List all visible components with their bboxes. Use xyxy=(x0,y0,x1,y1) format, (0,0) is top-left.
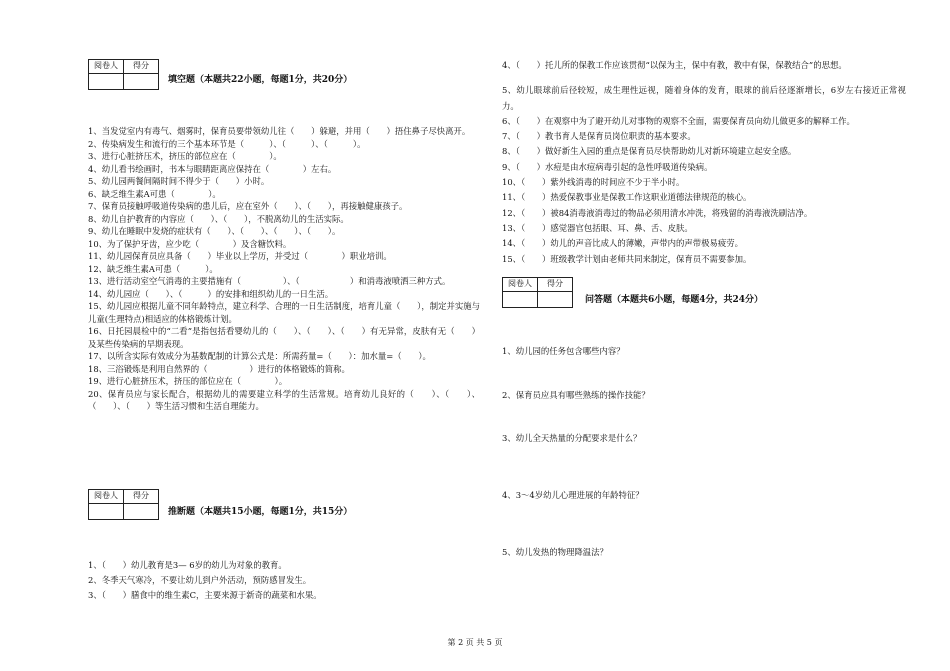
judge-question: 5、幼儿眼球前后径较短，成生理性远视，随着身体的发育，眼球的前后径逐渐增长，6岁左右接近正常视力。 xyxy=(502,85,906,111)
fill-question: 19、进行心脏挤压术，挤压的部位应在（ ）。 xyxy=(88,376,288,386)
judge-question: 3、（ ）膳食中的维生素C，主要来源于新奇的蔬菜和水果。 xyxy=(88,590,322,600)
judge-question: 8、（ ）做好新生入园的重点是保育员尽快帮助幼儿对新环境建立起安全感。 xyxy=(502,146,797,157)
fill-questions xyxy=(88,125,480,413)
fill-question: 17、以所含实际有效成分为基数配制的计算公式是：所需药量=（ ）：加水量=（ ）。 xyxy=(88,351,431,361)
reviewer-cell[interactable] xyxy=(89,73,124,89)
score-label: 得分 xyxy=(124,60,159,74)
judge-question: 7、（ ）教书育人是保育员岗位职责的基本要求。 xyxy=(502,131,696,142)
fill-question: 10、为了保护牙齿，应少吃（ ）及含糖饮料。 xyxy=(88,238,292,249)
page-number: 第 2 页 共 5 页 xyxy=(447,638,503,647)
judge-questions-right xyxy=(502,58,906,267)
fill-section-title: 填空题（本题共22小题，每题1分，共20分） xyxy=(168,75,353,85)
fill-question: 15、幼儿园应根据儿童不同年龄特点，建立科学、合理的一日生活制度，培育儿童（ ），制定并实施与儿童(生理特点)相适应的体格锻炼计划。 xyxy=(88,301,480,324)
judge-question: 1、（ ）幼儿教育是3— 6岁的幼儿为对象的教育。 xyxy=(88,560,287,570)
qa-question: 1、幼儿园的任务包含哪些内容？ xyxy=(502,346,625,356)
judge-question: 14、（ ）幼儿的声音比成人的薄嫩，声带内的声带极易疲劳。 xyxy=(502,238,743,249)
fill-question: 9、幼儿在睡眠中发烧的症状有（ ）、（ ）、（ ）、（ ）。 xyxy=(88,226,341,236)
judge-question: 4、（ ）托儿所的保教工作应该贯彻“以保为主，保中有教，教中有保，保教结合”的思想。 xyxy=(502,60,847,70)
fill-question: 16、日托园晨检中的“二看”是指包括看婴幼儿的（ ）、（ ）、（ ）有无异常，皮肤有无（ ）及某些传染病的早期表现。 xyxy=(88,326,480,349)
reviewer-label: 阅卷人 xyxy=(89,490,124,504)
score-box-fill xyxy=(88,59,159,90)
judge-questions-left xyxy=(88,558,480,603)
fill-question: 11、幼儿园保育员应具备（ ）毕业以上学历，并受过（ ）职业培训。 xyxy=(88,251,392,261)
qa-question: 4、3～4岁幼儿心理进展的年龄特征？ xyxy=(502,490,644,500)
score-box-qa xyxy=(502,277,573,308)
judge-question: 12、（ ）被84消毒液消毒过的物品必须用清水冲洗，将残留的消毒液洗刷洁净。 xyxy=(502,207,813,218)
fill-question: 12、缺乏维生素A可患（ ）。 xyxy=(88,263,218,274)
fill-question: 1、当发觉室内有毒气、烟雾时，保育员要带领幼儿往（ ）躲避，并用（ ）捂住鼻子尽快离开。 xyxy=(88,126,471,136)
judge-question: 2、冬季天气寒冷，不要让幼儿到户外活动，预防感冒发生。 xyxy=(88,575,312,585)
fill-question: 13、进行活动室空气消毒的主要措施有（ ）、（ ）和消毒液喷洒三种方式。 xyxy=(88,276,451,286)
judge-question: 6、（ ）在观察中为了避开幼儿对事物的观察不全面，需要保育员向幼儿做更多的解释工作。 xyxy=(502,115,855,126)
fill-question: 8、幼儿自护教育的内容应（ ）、（ ），不脱离幼儿的生活实际。 xyxy=(88,213,349,224)
fill-question: 4、幼儿看书绘画时，书本与眼睛距离应保持在（ ）左右。 xyxy=(88,163,337,174)
judge-question: 13、（ ）感觉器官包括眼、耳、鼻、舌、皮肤。 xyxy=(502,222,693,233)
fill-question: 2、传染病发生和流行的三个基本环节是（ ）、（ ）、（ ）。 xyxy=(88,138,366,149)
judge-section-title: 推断题（本题共15小题，每题1分，共15分） xyxy=(168,507,353,517)
fill-question: 14、幼儿园应（ ）、（ ）的安排和组织幼儿的一日生活。 xyxy=(88,288,334,299)
spacer xyxy=(502,73,906,83)
fill-question: 18、三浴锻炼是利用自然界的（ ）进行的体格锻炼的简称。 xyxy=(88,363,350,374)
score-label: 得分 xyxy=(538,278,573,292)
qa-question: 5、幼儿发热的物理降温法？ xyxy=(502,547,608,557)
score-box-judge xyxy=(88,489,159,520)
score-cell[interactable] xyxy=(538,291,573,307)
score-cell[interactable] xyxy=(124,503,159,519)
score-cell[interactable] xyxy=(124,73,159,89)
judge-question: 15、（ ）班级教学计划由老师共同来制定，保育员不需要参加。 xyxy=(502,253,752,264)
qa-section-title: 问答题（本题共6小题，每题4分，共24分） xyxy=(585,295,764,305)
fill-question: 7、保育员接触呼吸道传染病的患儿后，应在室外（ ）、（ ），再接触健康孩子。 xyxy=(88,201,408,211)
reviewer-label: 阅卷人 xyxy=(89,60,124,74)
reviewer-label: 阅卷人 xyxy=(503,278,538,292)
reviewer-cell[interactable] xyxy=(503,291,538,307)
judge-question: 9、（ ）水痘是由水痘病毒引起的急性呼吸道传染病。 xyxy=(502,161,713,172)
judge-question: 11、（ ）热爱保教事业是保教工作这职业道德法律规范的核心。 xyxy=(502,192,752,203)
qa-question: 2、保育员应具有哪些熟练的操作技能？ xyxy=(502,390,650,400)
qa-question: 3、幼儿全天热量的分配要求是什么？ xyxy=(502,433,642,443)
fill-question: 6、缺乏维生素A可患（ ）。 xyxy=(88,188,221,199)
score-label: 得分 xyxy=(124,490,159,504)
fill-question: 5、幼儿园两餐间隔时间不得少于（ ）小时。 xyxy=(88,176,270,186)
judge-question: 10、（ ）紫外线消毒的时间应不少于半小时。 xyxy=(502,177,685,188)
fill-question: 3、进行心脏挤压术，挤压的部位应在（ ）。 xyxy=(88,151,282,161)
reviewer-cell[interactable] xyxy=(89,503,124,519)
fill-question: 20、保育员应与家长配合，根据幼儿的需要建立科学的生活常规。培育幼儿良好的（ ）、（ ）、（ ）、（ ）等生活习惯和生活自理能力。 xyxy=(88,388,480,411)
